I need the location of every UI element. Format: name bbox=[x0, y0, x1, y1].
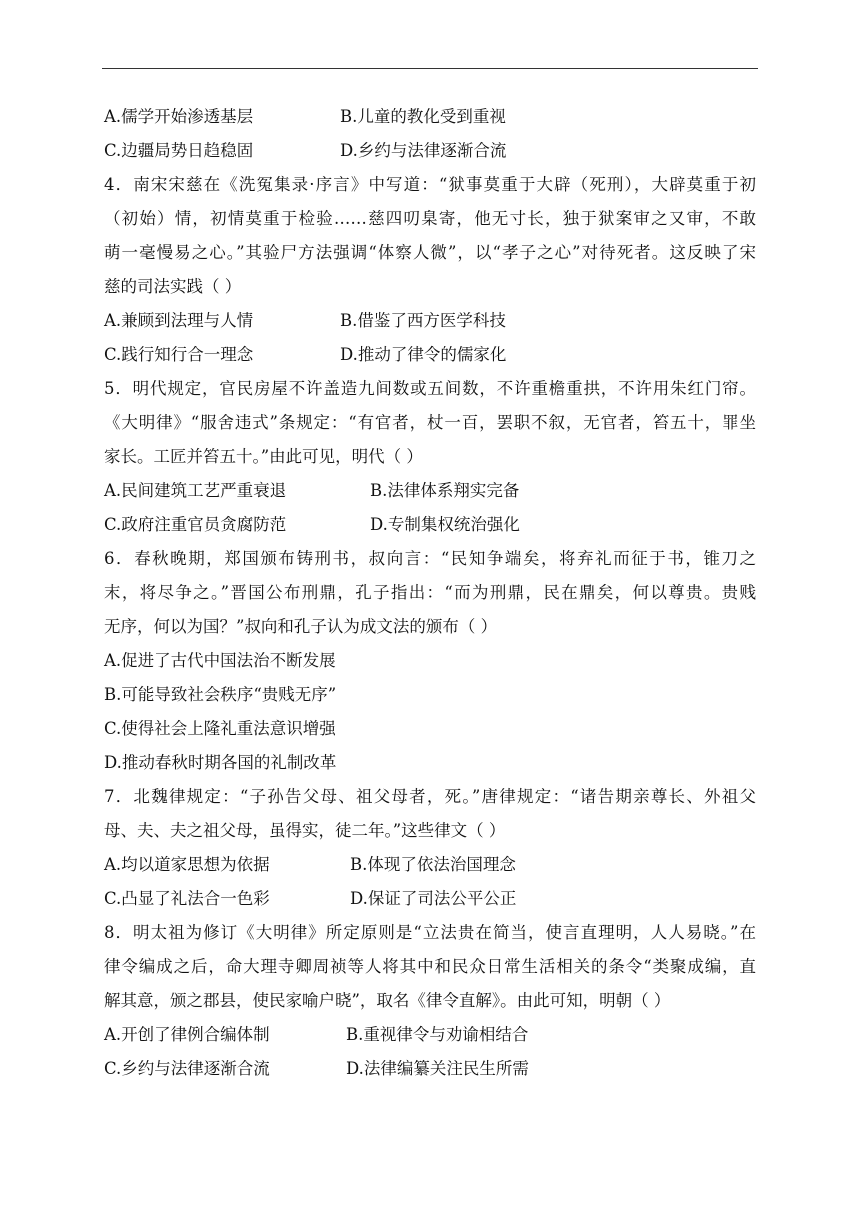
q7-stem-line-2: 母、夫、夫之祖父母，虽得实，徒二年。”这些律文（ ） bbox=[104, 821, 506, 840]
q4-stem-line-2: （初始）情，初情莫重于检验……慈四叨臬寄，他无寸长，独于狱案审之又审，不敢 bbox=[104, 209, 756, 228]
q4-option-c: C.践行知行合一理念 bbox=[104, 345, 254, 364]
exam-page-content bbox=[104, 100, 756, 1086]
q5-option-d: D.专制集权统治强化 bbox=[370, 515, 520, 534]
q8-option-b: B.重视律令与劝谕相结合 bbox=[346, 1025, 529, 1044]
q4-stem-line-1: 4．南宋宋慈在《洗冤集录·序言》中写道：“狱事莫重于大辟（死刑），大辟莫重于初 bbox=[104, 175, 756, 194]
q5-stem-line-2: 《大明律》“服舍违式”条规定：“有官者，杖一百，罢职不叙，无官者，笞五十，罪坐 bbox=[104, 413, 756, 432]
q8-options-row-1 bbox=[104, 1018, 756, 1052]
q5-option-c: C.政府注重官员贪腐防范 bbox=[104, 515, 287, 534]
q8-stem-line-1: 8．明太祖为修订《大明律》所定原则是“立法贵在简当，使言直理明，人人易晓。”在 bbox=[104, 923, 756, 942]
q5-options-row-1 bbox=[104, 474, 756, 508]
q7-option-c: C.凸显了礼法合一色彩 bbox=[104, 889, 270, 908]
q4-options-row-2 bbox=[104, 338, 756, 372]
q4-options-row-1 bbox=[104, 304, 756, 338]
q8-options-row-2 bbox=[104, 1052, 756, 1086]
q4-option-a: A.兼顾到法理与人情 bbox=[104, 311, 254, 330]
q3-option-a: A.儒学开始渗透基层 bbox=[104, 107, 254, 126]
q6-option-c: C.使得社会上隆礼重法意识增强 bbox=[104, 719, 336, 738]
q7-option-d: D.保证了司法公平公正 bbox=[350, 889, 517, 908]
q7-option-b: B.体现了依法治国理念 bbox=[350, 855, 516, 874]
q8-option-a: A.开创了律例合编体制 bbox=[104, 1025, 270, 1044]
q5-option-a: A.民间建筑工艺严重衰退 bbox=[104, 481, 287, 500]
q6-stem-line-1: 6．春秋晚期，郑国颁布铸刑书，叔向言：“民知争端矣，将弃礼而征于书，锥刀之 bbox=[104, 549, 756, 568]
q4-stem-line-4: 慈的司法实践（ ） bbox=[104, 277, 242, 296]
q3-options-row-2 bbox=[104, 134, 756, 168]
q8-option-d: D.法律编纂关注民生所需 bbox=[346, 1059, 529, 1078]
q7-stem-line-1: 7．北魏律规定：“子孙告父母、祖父母者，死。”唐律规定：“诸告期亲尊长、外祖父 bbox=[104, 787, 756, 806]
q6-stem-line-2: 末，将尽争之。”晋国公布刑鼎，孔子指出：“而为刑鼎，民在鼎矣，何以尊贵。贵贱 bbox=[104, 583, 756, 602]
q8-stem-line-2: 律令编成之后，命大理寺卿周祯等人将其中和民众日常生活相关的条令“类聚成编，直 bbox=[104, 957, 756, 976]
q4-option-b: B.借鉴了西方医学科技 bbox=[340, 311, 506, 330]
q8-stem-line-3: 解其意，颁之郡县，使民家喻户晓”，取名《律令直解》。由此可知，明朝（ ） bbox=[104, 991, 671, 1010]
q3-options-row-1 bbox=[104, 100, 756, 134]
q7-option-a: A.均以道家思想为依据 bbox=[104, 855, 270, 874]
q5-options-row-2 bbox=[104, 508, 756, 542]
q5-stem-line-1: 5．明代规定，官民房屋不许盖造九间数或五间数，不许重檐重拱，不许用朱红门帘。 bbox=[104, 379, 756, 398]
q6-stem-line-3: 无序，何以为国？”叔向和孔子认为成文法的颁布（ ） bbox=[104, 617, 498, 636]
q7-options-row-1 bbox=[104, 848, 756, 882]
q5-stem-line-3: 家长。工匠并笞五十。”由此可见，明代（ ） bbox=[104, 447, 423, 466]
q3-option-d: D.乡约与法律逐渐合流 bbox=[340, 141, 507, 160]
q5-option-b: B.法律体系翔实完备 bbox=[370, 481, 520, 500]
header-rule bbox=[102, 68, 758, 69]
q4-option-d: D.推动了律令的儒家化 bbox=[340, 345, 507, 364]
q6-option-d: D.推动春秋时期各国的礼制改革 bbox=[104, 753, 337, 772]
q7-options-row-2 bbox=[104, 882, 756, 916]
q3-option-b: B.儿童的教化受到重视 bbox=[340, 107, 506, 126]
q8-option-c: C.乡约与法律逐渐合流 bbox=[104, 1059, 270, 1078]
q6-option-b: B.可能导致社会秩序“贵贱无序” bbox=[104, 685, 337, 704]
q4-stem-line-3: 萌一毫慢易之心。”其验尸方法强调“体察人微”，以“孝子之心”对待死者。这反映了宋 bbox=[104, 243, 756, 262]
q6-option-a: A.促进了古代中国法治不断发展 bbox=[104, 651, 336, 670]
q3-option-c: C.边疆局势日趋稳固 bbox=[104, 141, 254, 160]
